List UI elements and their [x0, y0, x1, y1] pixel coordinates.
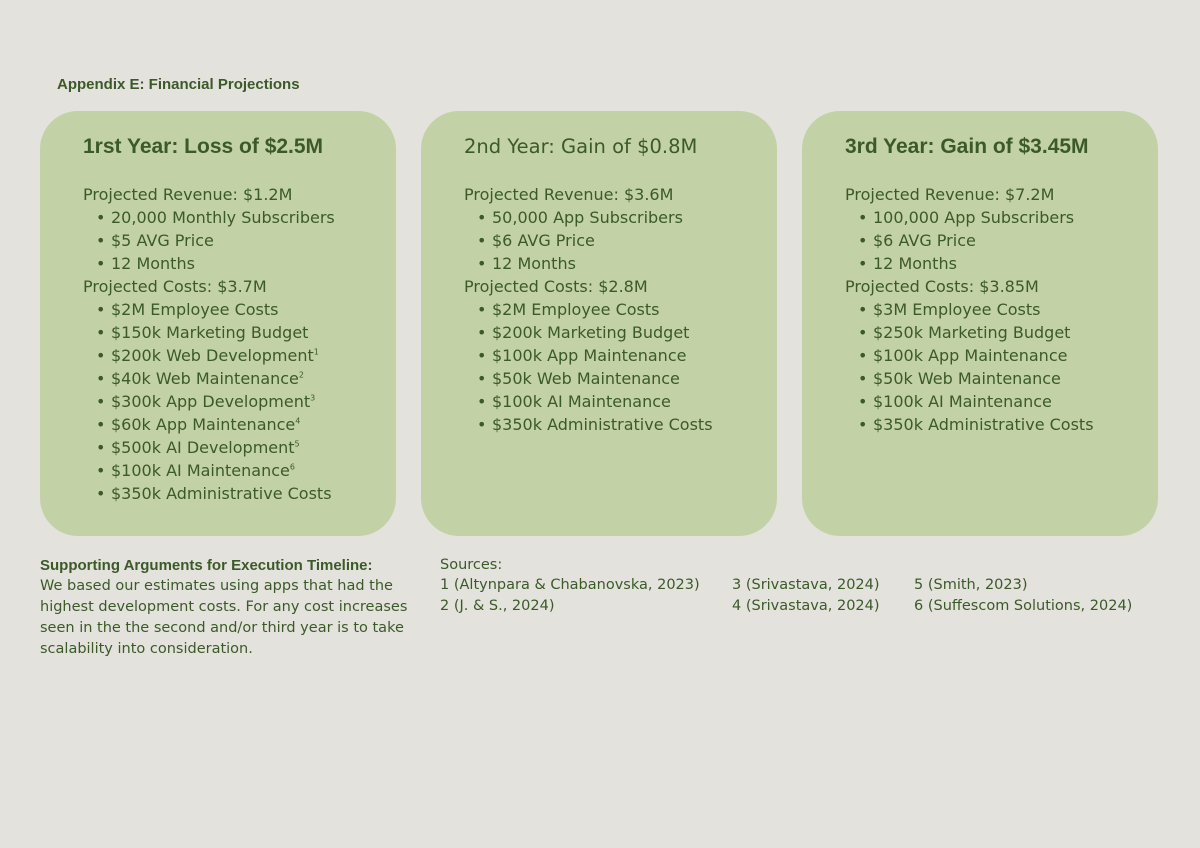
footnote-marker: 4 [295, 416, 301, 426]
list-item-text: $350k Administrative Costs [873, 415, 1094, 434]
revenue-heading: Projected Revenue: $7.2M [845, 185, 1055, 204]
list-item [96, 321, 396, 344]
costs-heading: Projected Costs: $3.85M [845, 277, 1039, 296]
list-item-text: 12 Months [873, 254, 957, 273]
bullet-icon: • [477, 231, 487, 250]
list-item [477, 252, 777, 275]
bullet-icon: • [477, 254, 487, 273]
bullet-icon: • [858, 392, 868, 411]
footnote-marker: 2 [298, 370, 304, 380]
bullet-icon: • [477, 369, 487, 388]
list-item-text: $350k Administrative Costs [492, 415, 713, 434]
list-item-text: $3M Employee Costs [873, 300, 1041, 319]
list-item [477, 298, 777, 321]
supporting-arguments-title: Supporting Arguments for Execution Timeline: [40, 557, 373, 574]
list-item [477, 367, 777, 390]
list-item [477, 206, 777, 229]
list-item-text: $2M Employee Costs [492, 300, 660, 319]
list-item-text: $100k App Maintenance [492, 346, 687, 365]
list-item-text: $100k AI Maintenance [111, 461, 290, 480]
revenue-list [845, 206, 1158, 275]
list-item [858, 390, 1158, 413]
supporting-arguments-body: We based our estimates using apps that had the highest development costs. For any cost increases seen in the the second and/or third year is to take scalability into consideration. [40, 578, 408, 657]
list-item-text: 50,000 App Subscribers [492, 208, 683, 227]
list-item [96, 367, 396, 390]
costs-list [83, 298, 396, 505]
list-item-text: $100k AI Maintenance [873, 392, 1052, 411]
list-item-text: $500k AI Development [111, 438, 295, 457]
list-item-text: $50k Web Maintenance [873, 369, 1061, 388]
bullet-icon: • [96, 323, 106, 342]
list-item-text: $100k AI Maintenance [492, 392, 671, 411]
list-item [858, 413, 1158, 436]
list-item [858, 252, 1158, 275]
list-item [96, 436, 396, 459]
revenue-heading: Projected Revenue: $3.6M [464, 185, 674, 204]
list-item [477, 229, 777, 252]
bullet-icon: • [477, 323, 487, 342]
source-item-4: 4 (Srivastava, 2024) [732, 598, 880, 614]
list-item [96, 390, 396, 413]
card-title: 3rd Year: Gain of $3.45M [845, 135, 1089, 158]
list-item [96, 344, 396, 367]
list-item-text: 12 Months [111, 254, 195, 273]
year-1-card [40, 111, 396, 536]
list-item-text: $100k App Maintenance [873, 346, 1068, 365]
list-item-text: $200k Web Development [111, 346, 314, 365]
list-item-text: 12 Months [492, 254, 576, 273]
bullet-icon: • [858, 415, 868, 434]
bullet-icon: • [858, 300, 868, 319]
bullet-icon: • [96, 208, 106, 227]
bullet-icon: • [96, 300, 106, 319]
list-item-text: $5 AVG Price [111, 231, 214, 250]
list-item [96, 482, 396, 505]
year-2-card [421, 111, 777, 536]
list-item [96, 298, 396, 321]
bullet-icon: • [96, 346, 106, 365]
bullet-icon: • [858, 208, 868, 227]
bullet-icon: • [477, 415, 487, 434]
bullet-icon: • [96, 484, 106, 503]
revenue-heading: Projected Revenue: $1.2M [83, 185, 293, 204]
source-item-1: 1 (Altynpara & Chabanovska, 2023) [440, 577, 700, 593]
bullet-icon: • [96, 415, 106, 434]
bullet-icon: • [477, 346, 487, 365]
footnote-marker: 1 [313, 347, 319, 357]
list-item-text: $40k Web Maintenance [111, 369, 299, 388]
costs-list [845, 298, 1158, 436]
source-item-5: 5 (Smith, 2023) [914, 577, 1028, 593]
list-item [96, 459, 396, 482]
source-item-6: 6 (Suffescom Solutions, 2024) [914, 598, 1133, 614]
card-title: 2nd Year: Gain of $0.8M [464, 135, 698, 158]
list-item [477, 344, 777, 367]
list-item-text: $350k Administrative Costs [111, 484, 332, 503]
list-item [858, 321, 1158, 344]
costs-heading: Projected Costs: $2.8M [464, 277, 648, 296]
list-item [96, 252, 396, 275]
list-item [858, 229, 1158, 252]
list-item-text: $50k Web Maintenance [492, 369, 680, 388]
footnote-marker: 6 [289, 462, 295, 472]
list-item-text: $150k Marketing Budget [111, 323, 309, 342]
list-item-text: $300k App Development [111, 392, 311, 411]
bullet-icon: • [477, 300, 487, 319]
bullet-icon: • [858, 369, 868, 388]
costs-list [464, 298, 777, 436]
bullet-icon: • [96, 392, 106, 411]
list-item [858, 206, 1158, 229]
bullet-icon: • [858, 346, 868, 365]
list-item-text: 100,000 App Subscribers [873, 208, 1075, 227]
year-3-card [802, 111, 1158, 536]
list-item [858, 298, 1158, 321]
bullet-icon: • [96, 461, 106, 480]
list-item [477, 321, 777, 344]
bullet-icon: • [96, 231, 106, 250]
list-item-text: $6 AVG Price [492, 231, 595, 250]
list-item-text: $200k Marketing Budget [492, 323, 690, 342]
list-item-text: $250k Marketing Budget [873, 323, 1071, 342]
bullet-icon: • [858, 231, 868, 250]
bullet-icon: • [477, 208, 487, 227]
page-title: Appendix E: Financial Projections [57, 76, 300, 93]
list-item [96, 413, 396, 436]
bullet-icon: • [477, 392, 487, 411]
revenue-list [83, 206, 396, 275]
bullet-icon: • [858, 323, 868, 342]
list-item [477, 413, 777, 436]
list-item [477, 390, 777, 413]
list-item-text: $2M Employee Costs [111, 300, 279, 319]
list-item-text: $6 AVG Price [873, 231, 976, 250]
list-item-text: $60k App Maintenance [111, 415, 296, 434]
list-item [96, 229, 396, 252]
supporting-arguments [40, 555, 410, 660]
source-item-2: 2 (J. & S., 2024) [440, 598, 555, 614]
list-item [858, 344, 1158, 367]
footnote-marker: 5 [294, 439, 300, 449]
list-item-text: 20,000 Monthly Subscribers [111, 208, 335, 227]
bullet-icon: • [96, 254, 106, 273]
bullet-icon: • [858, 254, 868, 273]
costs-heading: Projected Costs: $3.7M [83, 277, 267, 296]
bullet-icon: • [96, 438, 106, 457]
revenue-list [464, 206, 777, 275]
sources-label: Sources: [440, 557, 503, 573]
source-item-3: 3 (Srivastava, 2024) [732, 577, 880, 593]
card-title: 1rst Year: Loss of $2.5M [83, 135, 324, 158]
list-item [96, 206, 396, 229]
bullet-icon: • [96, 369, 106, 388]
list-item [858, 367, 1158, 390]
footnote-marker: 3 [310, 393, 316, 403]
